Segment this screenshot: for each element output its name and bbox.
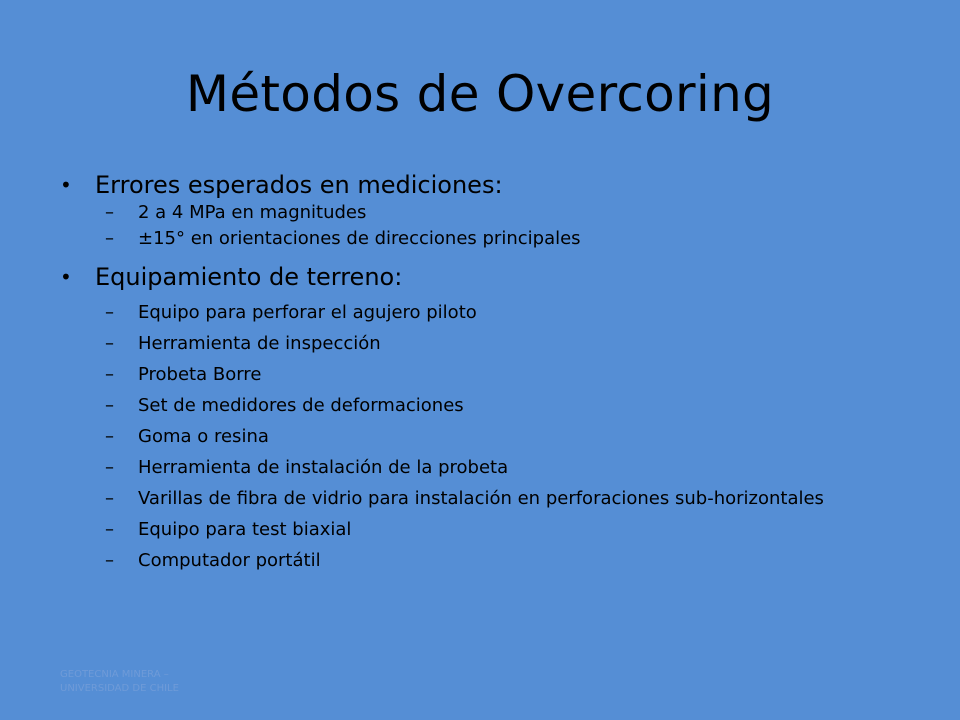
dash-icon: – (105, 488, 114, 509)
equipamiento-list (60, 302, 920, 571)
list-item-text: Equipo para test biaxial (138, 519, 352, 540)
list-item (60, 519, 920, 540)
section-heading-text: Equipamiento de terreno: (95, 263, 403, 291)
list-item (60, 302, 920, 323)
dash-icon: – (105, 228, 114, 249)
dash-icon: – (105, 364, 114, 385)
bullet-icon: • (60, 173, 72, 197)
list-item-text: Goma o resina (138, 426, 269, 447)
footer-text (60, 668, 260, 696)
list-item-text: ±15° en orientaciones de direcciones principales (138, 228, 581, 249)
list-item-text: Probeta Borre (138, 364, 262, 385)
dash-icon: – (105, 550, 114, 571)
list-item-text: Herramienta de inspección (138, 333, 381, 354)
errores-list (60, 202, 920, 249)
list-item-text: Set de medidores de deformaciones (138, 395, 464, 416)
slide-content (60, 170, 920, 581)
dash-icon: – (105, 426, 114, 447)
list-item-text: Equipo para perforar el agujero piloto (138, 302, 477, 323)
dash-icon: – (105, 202, 114, 223)
list-item (60, 202, 920, 223)
list-item-text: Varillas de fibra de vidrio para instalación en perforaciones sub-horizontales (138, 488, 824, 509)
footer-line: UNIVERSIDAD DE CHILE (60, 683, 179, 694)
dash-icon: – (105, 519, 114, 540)
dash-icon: – (105, 302, 114, 323)
section-heading-errores (60, 170, 920, 200)
list-item-text: Herramienta de instalación de la probeta (138, 457, 509, 478)
slide-title: Métodos de Overcoring (185, 65, 775, 123)
dash-icon: – (105, 457, 114, 478)
section-heading-equipamiento (60, 262, 920, 292)
list-item (60, 395, 920, 416)
footer-line: GEOTECNIA MINERA – (60, 669, 169, 680)
list-item (60, 426, 920, 447)
list-item-text: Computador portátil (138, 550, 321, 571)
list-item (60, 488, 920, 509)
list-item (60, 550, 920, 571)
list-item-text: 2 a 4 MPa en magnitudes (138, 202, 367, 223)
dash-icon: – (105, 395, 114, 416)
list-item (60, 364, 920, 385)
dash-icon: – (105, 333, 114, 354)
section-heading-text: Errores esperados en mediciones: (95, 171, 503, 199)
list-item (60, 228, 920, 249)
list-item (60, 333, 920, 354)
list-item (60, 457, 920, 478)
bullet-icon: • (60, 265, 72, 289)
